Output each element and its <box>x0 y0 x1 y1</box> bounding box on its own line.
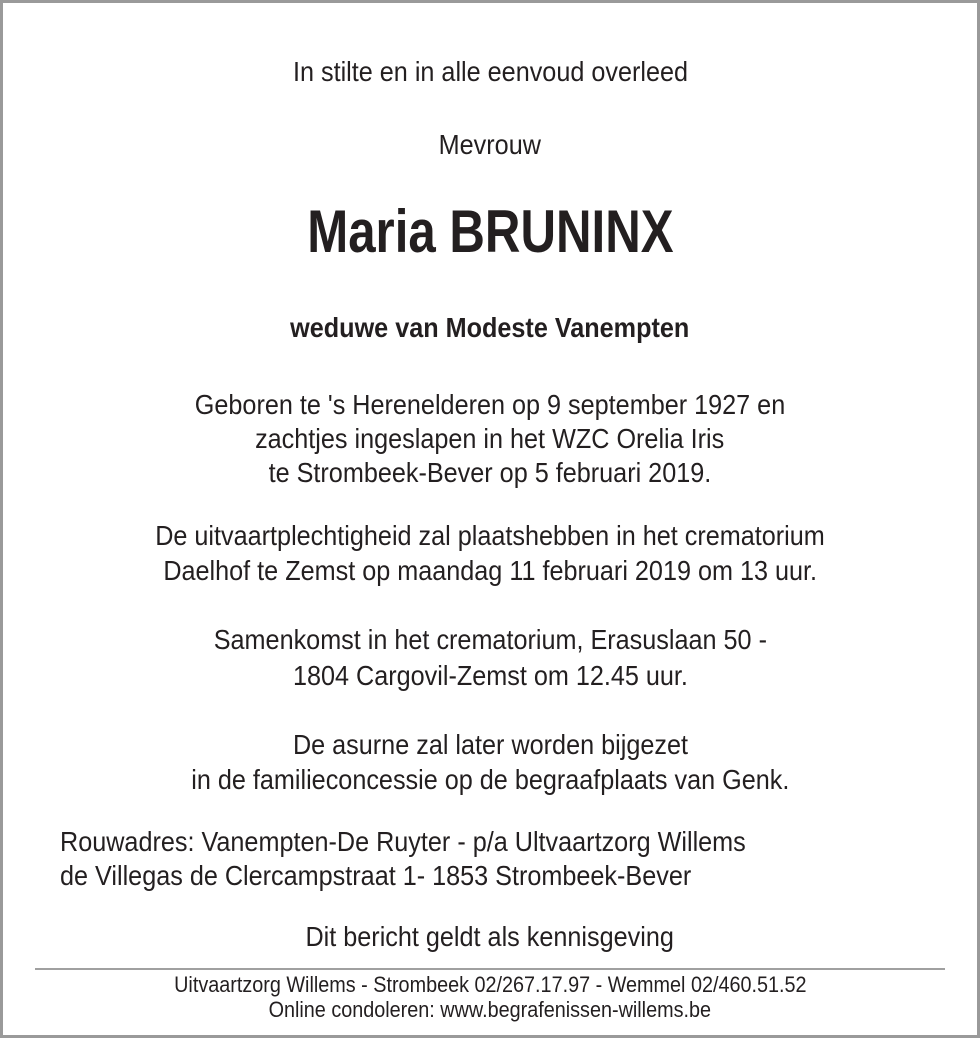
birth-line <box>0 459 980 487</box>
deceased-name <box>0 198 980 265</box>
address-line <box>60 828 980 856</box>
birth-line-text: te Strombeek-Bever op 5 februari 2019. <box>268 457 712 488</box>
birth-line-text: Geboren te 's Herenelderen op 9 september 1927 en <box>194 389 786 420</box>
footer-online <box>0 999 980 1021</box>
intro-label: In stilte en in alle eenvoud overleed <box>292 56 688 87</box>
gathering-line-text: Samenkomst in het crematorium, Erasuslaan 50 - <box>213 624 767 655</box>
intro-text <box>0 58 980 86</box>
relation-text <box>0 314 980 342</box>
footer-contact-text: Uitvaartzorg Willems - Strombeek 02/267.17.97 - Wemmel 02/460.51.52 <box>173 972 807 997</box>
gathering-line <box>0 662 980 690</box>
urn-line-text: in de familieconcessie op de begraafplaats van Genk. <box>190 764 790 795</box>
urn-line-text: De asurne zal later worden bijgezet <box>292 729 688 760</box>
notice-text <box>0 923 980 951</box>
funeral-line <box>0 522 980 550</box>
footer-divider <box>35 968 945 970</box>
address-line <box>60 862 980 890</box>
urn-line <box>0 766 980 794</box>
title-text <box>0 131 980 159</box>
funeral-line-text: De uitvaartplechtigheid zal plaatshebben in het crematorium <box>155 520 825 551</box>
funeral-line <box>0 557 980 585</box>
address-line-text: Rouwadres: Vanempten-De Ruyter - p/a Ultvaartzorg Willems <box>60 826 746 857</box>
birth-line <box>0 391 980 419</box>
gathering-line <box>0 626 980 654</box>
title-label: Mevrouw <box>438 129 542 160</box>
footer-contact <box>0 974 980 996</box>
address-line-text: de Villegas de Clercampstraat 1- 1853 Strombeek-Bever <box>60 860 692 891</box>
relation-label: weduwe van Modeste Vanempten <box>290 312 690 343</box>
name-label: Maria BRUNINX <box>306 198 674 265</box>
birth-line <box>0 425 980 453</box>
gathering-line-text: 1804 Cargovil-Zemst om 12.45 uur. <box>292 660 688 691</box>
notice-label: Dit bericht geldt als kennisgeving <box>305 921 675 952</box>
urn-line <box>0 731 980 759</box>
birth-line-text: zachtjes ingeslapen in het WZC Orelia Iris <box>255 423 725 454</box>
funeral-line-text: Daelhof te Zemst op maandag 11 februari 2019 om 13 uur. <box>163 555 817 586</box>
footer-online-text: Online condoleren: www.begrafenissen-willems.be <box>268 997 712 1022</box>
